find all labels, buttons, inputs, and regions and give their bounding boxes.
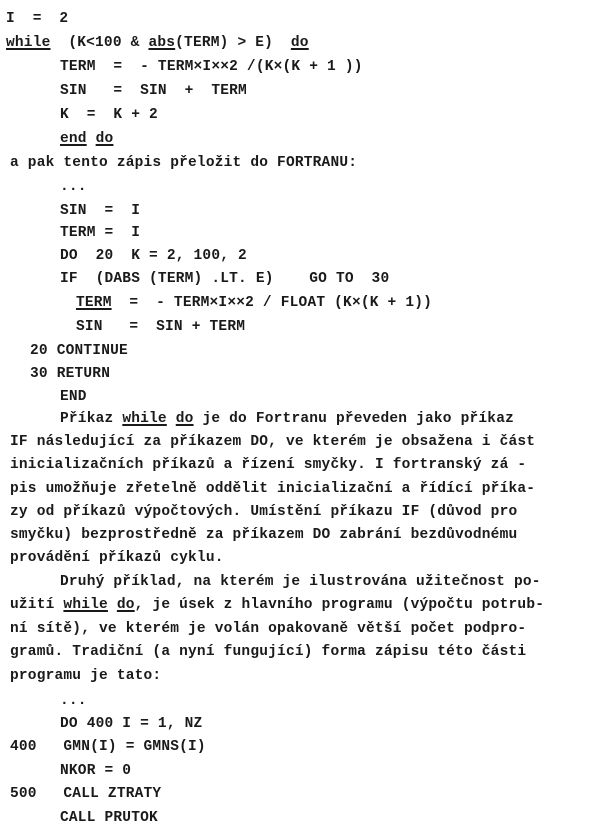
text-segment: END — [60, 389, 87, 405]
text-line — [60, 128, 113, 150]
text-segment: ní sítě), ve kterém je volán opakovaně větší počet podpro- — [10, 621, 527, 637]
keyword: end — [60, 131, 87, 147]
text-line — [60, 80, 247, 102]
text-segment: TERM = - TERM×I××2 /(K×(K + 1 )) — [60, 59, 363, 75]
text-line — [10, 641, 526, 663]
text-line — [60, 807, 158, 829]
text-line — [60, 104, 158, 126]
text-segment: (TERM) > E) — [175, 35, 291, 51]
text-segment: programu je tato: — [10, 668, 162, 684]
text-segment: K = K + 2 — [60, 107, 158, 123]
text-segment: (K<100 & — [50, 35, 149, 51]
keyword: do — [290, 35, 309, 51]
text-line — [10, 454, 526, 476]
text-line — [60, 386, 87, 408]
text-segment: IF následující za příkazem DO, ve kterém je obsažena i část — [10, 434, 536, 450]
text-line — [30, 363, 110, 385]
text-segment: DO 400 I = 1, NZ — [60, 716, 203, 732]
text-segment: smyčku) bezprostředně za příkazem DO zabrání bezdůvodnému — [10, 527, 518, 543]
text-line — [10, 618, 526, 640]
text-segment: SIN = SIN + TERM — [60, 83, 247, 99]
text-segment — [87, 131, 96, 147]
text-line — [60, 690, 87, 712]
text-line — [10, 736, 206, 758]
keyword: while — [122, 411, 167, 427]
text-line — [60, 56, 363, 78]
text-segment — [167, 411, 176, 427]
text-segment: , je úsek z hlavního programu (výpočtu potrub- — [134, 597, 545, 613]
text-segment — [108, 597, 117, 613]
text-segment: = - TERM×I××2 / FLOAT (K×(K + 1)) — [111, 295, 433, 311]
text-line — [10, 431, 535, 453]
text-segment: TERM = I — [60, 225, 141, 241]
text-line — [30, 340, 128, 362]
text-segment: a pak tento zápis přeložit do FORTRANU: — [10, 155, 358, 171]
text-segment: zy od příkazů výpočtových. Umístění příkazu IF (důvod pro — [10, 504, 518, 520]
text-segment: gramů. Tradiční (a nyní fungující) forma zápisu této části — [10, 644, 527, 660]
text-line — [60, 408, 514, 430]
text-line — [10, 665, 161, 687]
text-segment: DO 20 K = 2, 100, 2 — [60, 248, 247, 264]
text-segment: Druhý příklad, na kterém je ilustrována užitečnost po- — [60, 574, 541, 590]
text-line — [60, 713, 202, 735]
keyword: TERM — [76, 295, 112, 311]
text-segment: užití — [10, 597, 64, 613]
text-line — [76, 292, 432, 314]
text-segment: Příkaz — [60, 411, 123, 427]
text-segment: I = 2 — [6, 11, 69, 27]
text-segment: 500 CALL ZTRATY — [10, 786, 162, 802]
text-line — [10, 594, 544, 616]
text-line — [6, 32, 309, 54]
text-line — [60, 176, 87, 198]
text-line — [10, 524, 517, 546]
text-line — [60, 200, 140, 222]
text-line — [76, 316, 245, 338]
text-segment: provádění příkazů cyklu. — [10, 550, 224, 566]
keyword: while — [6, 35, 51, 51]
text-line — [10, 152, 357, 174]
keyword: do — [175, 411, 194, 427]
text-line — [6, 8, 68, 30]
text-segment: 30 RETURN — [30, 366, 111, 382]
text-segment: pis umožňuje zřetelně oddělit inicializační a řídící příka- — [10, 481, 536, 497]
text-segment: 20 CONTINUE — [30, 343, 128, 359]
text-segment: ... — [60, 179, 87, 195]
text-segment: SIN = SIN + TERM — [76, 319, 246, 335]
text-line — [60, 268, 389, 290]
text-line — [10, 501, 517, 523]
text-line — [10, 783, 161, 805]
text-segment: NKOR = 0 — [60, 763, 132, 779]
text-segment: ... — [60, 693, 87, 709]
text-segment: 400 GMN(I) = GMNS(I) — [10, 739, 206, 755]
text-line — [60, 571, 541, 593]
keyword: abs — [148, 35, 176, 51]
text-segment: SIN = I — [60, 203, 141, 219]
keyword: while — [63, 597, 108, 613]
text-line — [60, 760, 131, 782]
text-line — [60, 222, 140, 244]
text-line — [10, 547, 224, 569]
text-segment: inicializačních příkazů a řízení smyčky. I fortranský zá - — [10, 457, 527, 473]
keyword: do — [116, 597, 135, 613]
text-line — [10, 478, 535, 500]
text-segment: je do Fortranu převeden jako příkaz — [193, 411, 514, 427]
text-segment: CALL PRUTOK — [60, 810, 158, 826]
keyword: do — [95, 131, 114, 147]
text-segment: IF (DABS (TERM) .LT. E) GO TO 30 — [60, 271, 390, 287]
text-line — [60, 245, 247, 267]
